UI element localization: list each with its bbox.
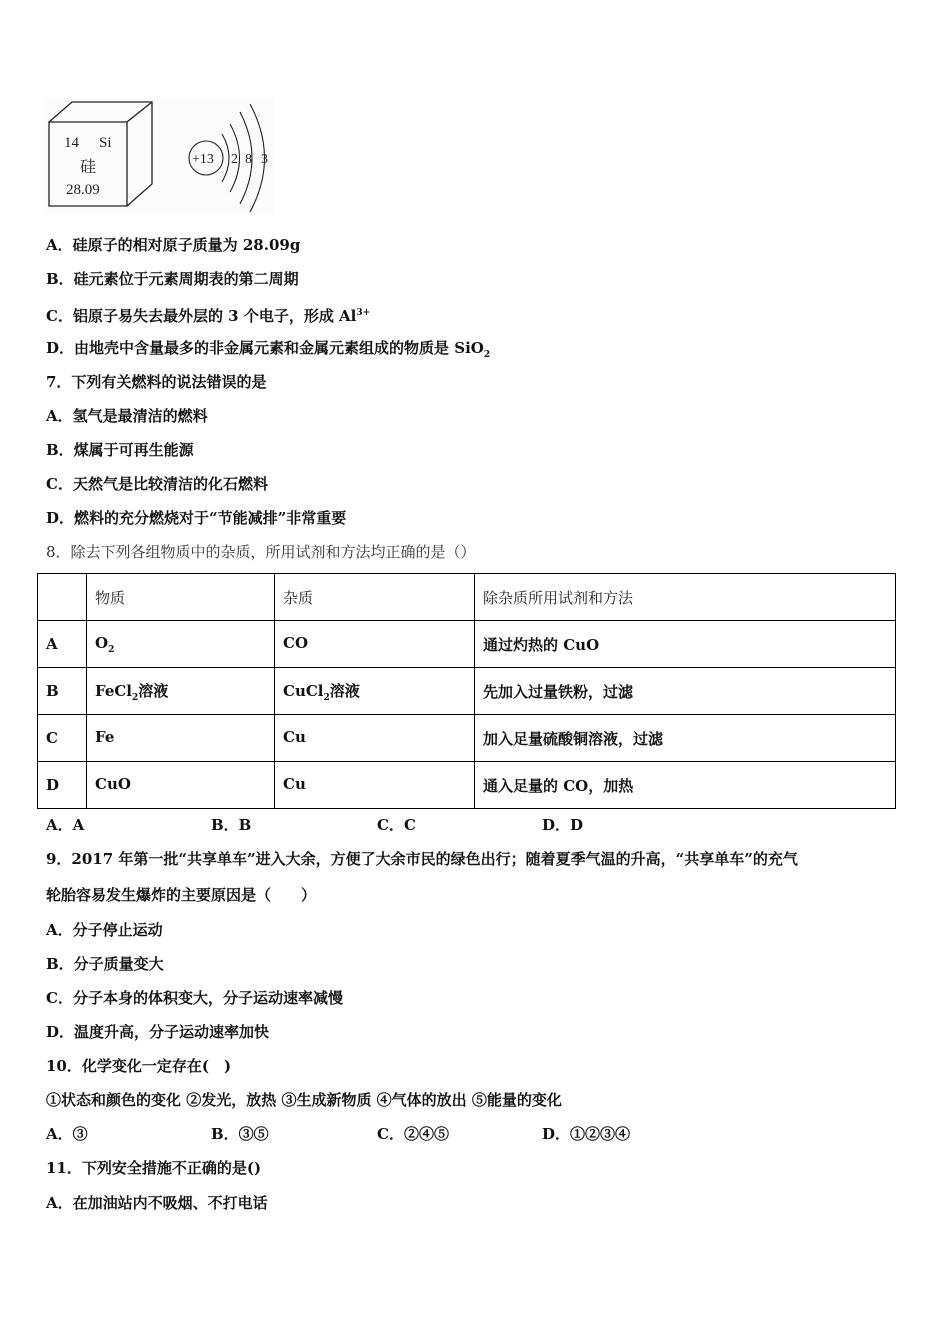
shell-2-count: 8 (245, 152, 252, 167)
shell-1-count: 2 (231, 152, 238, 167)
q8-option-d: D．D (542, 816, 584, 834)
table-header-row (38, 574, 896, 621)
row-substance: FeCl$_2$溶液 (87, 668, 275, 715)
q7-option-d: D．燃料的充分燃烧对于“节能减排”非常重要 (46, 509, 347, 527)
row-impurity: CO (275, 621, 475, 668)
q7-stem: 7．下列有关燃料的说法错误的是 (46, 373, 267, 391)
atomic-mass: 28.09 (66, 182, 100, 198)
q9-option-b: B．分子质量变大 (46, 955, 164, 973)
q8-option-a: A．A (46, 816, 85, 834)
row-method: 先加入过量铁粉，过滤 (475, 668, 896, 715)
q6-option-c-text: C．铝原子易失去最外层的 3 个电子，形成 Al (46, 307, 357, 325)
q7-option-b: B．煤属于可再生能源 (46, 441, 194, 459)
row-label: B (38, 668, 87, 715)
q6-option-b: B．硅元素位于元素周期表的第二周期 (46, 270, 299, 288)
q10-option-b: B．③⑤ (211, 1125, 269, 1143)
q9-option-c: C．分子本身的体积变大，分子运动速率减慢 (46, 989, 343, 1007)
q11-option-a: A．在加油站内不吸烟、不打电话 (46, 1194, 268, 1212)
q10-stem: 10．化学变化一定存在( ) (46, 1057, 232, 1075)
q9-option-d: D．温度升高，分子运动速率加快 (46, 1023, 270, 1041)
row-substance: CuO (87, 762, 275, 809)
row-impurity: CuCl$_2$溶液 (275, 668, 475, 715)
q10-option-d: D．①②③④ (542, 1125, 631, 1143)
row-label: A (38, 621, 87, 668)
q8-option-b: B．B (211, 816, 252, 834)
q11-stem: 11．下列安全措施不正确的是() (46, 1159, 262, 1177)
element-name: 硅 (80, 157, 97, 176)
q6-option-c (46, 303, 370, 326)
row-substance: $O_2$ (87, 621, 275, 668)
table-row (38, 762, 896, 809)
q10-items: ①状态和颜色的变化 ②发光，放热 ③生成新物质 ④气体的放出 ⑤能量的变化 (46, 1091, 562, 1109)
header-cell-impurity: 杂质 (275, 574, 475, 621)
row-label: C (38, 715, 87, 762)
row-method: 通入足量的 CO，加热 (475, 762, 896, 809)
q7-option-c: C．天然气是比较清洁的化石燃料 (46, 475, 268, 493)
row-substance: Fe (87, 715, 275, 762)
q10-option-c: C．②④⑤ (377, 1125, 449, 1143)
table-row (38, 715, 896, 762)
element-figure (44, 98, 284, 220)
q6-option-c-charge: 3+ (356, 308, 371, 318)
table-row (38, 668, 896, 715)
q8-table (37, 573, 896, 809)
row-method: 通过灼热的 CuO (475, 621, 896, 668)
table-row (38, 621, 896, 668)
q7-option-a: A．氢气是最清洁的燃料 (46, 407, 208, 425)
q10-option-a: A．③ (46, 1125, 88, 1143)
row-impurity: Cu (275, 715, 475, 762)
q6-option-a: A．硅原子的相对原子质量为 28.09g (46, 236, 301, 254)
q9-stem-line-2: 轮胎容易发生爆炸的主要原因是（ ） (46, 886, 317, 904)
shell-3-count: 3 (261, 152, 268, 167)
q6-option-d-subscript: 2 (483, 350, 491, 360)
row-label: D (38, 762, 87, 809)
q8-stem: 8．除去下列各组物质中的杂质，所用试剂和方法均正确的是（） (46, 543, 476, 561)
row-method: 加入足量硫酸铜溶液，过滤 (475, 715, 896, 762)
q9-option-a: A．分子停止运动 (46, 921, 163, 939)
q9-stem-line-1: 9．2017 年第一批“共享单车”进入大余，方便了大余市民的绿色出行；随着夏季气温的升高，“共享单车”的充气 (46, 850, 798, 868)
nucleus-charge: +13 (192, 152, 214, 167)
q6-option-d (46, 338, 490, 365)
header-cell-method: 除杂质所用试剂和方法 (475, 574, 896, 621)
row-impurity: Cu (275, 762, 475, 809)
element-symbol: Si (99, 135, 112, 151)
q6-option-d-text: D．由地壳中含量最多的非金属元素和金属元素组成的物质是 SiO (46, 339, 484, 357)
atomic-number: 14 (64, 135, 79, 151)
silicon-cell-and-aluminum-structure (44, 98, 284, 216)
header-cell-empty (38, 574, 87, 621)
header-cell-substance: 物质 (87, 574, 275, 621)
q8-option-c: C．C (377, 816, 416, 834)
